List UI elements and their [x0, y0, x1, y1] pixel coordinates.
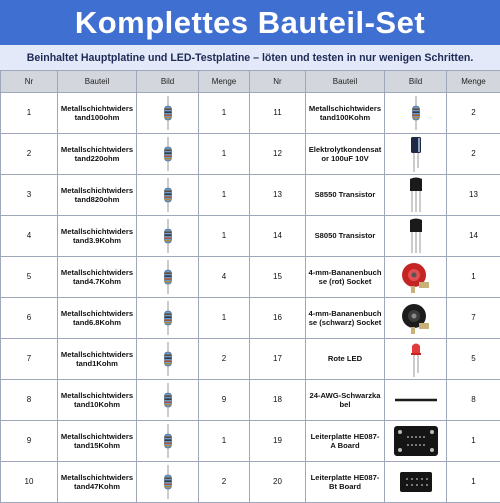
- part-quantity: 4: [199, 257, 250, 298]
- transistor-icon: [387, 175, 444, 215]
- column-header-nr: Nr: [250, 71, 306, 93]
- part-name: S8550 Transistor: [306, 175, 385, 216]
- part-quantity: 1: [199, 93, 250, 134]
- part-name: Metallschichtwiderstand1Kohm: [58, 339, 137, 380]
- capacitor-icon: [387, 134, 444, 174]
- part-name: Leiterplatte HE087-A Board: [306, 421, 385, 462]
- part-image: [137, 257, 199, 298]
- part-number: 17: [250, 339, 306, 380]
- part-number: 12: [250, 134, 306, 175]
- table-header-row: [1, 71, 500, 93]
- title-banner: [0, 0, 500, 45]
- part-quantity: 2: [199, 339, 250, 380]
- resistor-icon: [139, 216, 196, 256]
- part-image: [385, 93, 447, 134]
- table-row: [1, 216, 500, 257]
- part-image: [385, 257, 447, 298]
- part-quantity: 2: [447, 93, 500, 134]
- part-number: 5: [1, 257, 58, 298]
- part-image: [385, 339, 447, 380]
- resistor-icon: [139, 462, 196, 502]
- part-name: Leiterplatte HE087-Bt Board: [306, 462, 385, 503]
- part-name: Metallschichtwiderstand100ohm: [58, 93, 137, 134]
- subtitle-bar: Beinhaltet Hauptplatine und LED-Testplatine – löten und testen in nur wenigen Schritten.: [0, 45, 500, 70]
- part-name: Rote LED: [306, 339, 385, 380]
- part-quantity: 1: [199, 134, 250, 175]
- page-title: Komplettes Bauteil-Set: [75, 5, 425, 41]
- part-name: S8050 Transistor: [306, 216, 385, 257]
- part-name: Metallschichtwiderstand10Kohm: [58, 380, 137, 421]
- part-number: 8: [1, 380, 58, 421]
- column-header-bild: Bild: [385, 71, 447, 93]
- part-image: [385, 134, 447, 175]
- part-image: [385, 298, 447, 339]
- part-image: [137, 421, 199, 462]
- part-number: 16: [250, 298, 306, 339]
- resistor-icon: [139, 298, 196, 338]
- part-name: 4-mm-Bananenbuchse (schwarz) Socket: [306, 298, 385, 339]
- part-number: 2: [1, 134, 58, 175]
- resistor-icon: [139, 134, 196, 174]
- resistor-icon: [139, 175, 196, 215]
- transistor-icon: [387, 216, 444, 256]
- part-number: 4: [1, 216, 58, 257]
- part-quantity: 1: [199, 175, 250, 216]
- part-quantity: 1: [447, 462, 500, 503]
- part-number: 15: [250, 257, 306, 298]
- part-image: [385, 216, 447, 257]
- part-image: [385, 462, 447, 503]
- table-row: [1, 257, 500, 298]
- banana-socket-black-icon: [387, 298, 444, 338]
- part-quantity: 1: [199, 216, 250, 257]
- table-row: [1, 175, 500, 216]
- table-row: [1, 421, 500, 462]
- column-header-menge: Menge: [199, 71, 250, 93]
- resistor-icon: [387, 93, 444, 133]
- table-row: [1, 298, 500, 339]
- part-image: [385, 421, 447, 462]
- part-image: [385, 380, 447, 421]
- part-image: [137, 93, 199, 134]
- part-number: 14: [250, 216, 306, 257]
- part-name: Metallschichtwiderstand220ohm: [58, 134, 137, 175]
- resistor-icon: [139, 93, 196, 133]
- part-number: 10: [1, 462, 58, 503]
- part-quantity: 2: [447, 134, 500, 175]
- part-number: 1: [1, 93, 58, 134]
- table-row: [1, 462, 500, 503]
- part-quantity: 9: [199, 380, 250, 421]
- part-name: Metallschichtwiderstand3.9Kohm: [58, 216, 137, 257]
- part-name: 4-mm-Bananenbuchse (rot) Socket: [306, 257, 385, 298]
- column-header-bauteil: Bauteil: [58, 71, 137, 93]
- part-quantity: 13: [447, 175, 500, 216]
- part-image: [137, 134, 199, 175]
- part-image: [137, 339, 199, 380]
- resistor-icon: [139, 380, 196, 420]
- part-quantity: 7: [447, 298, 500, 339]
- part-image: [137, 298, 199, 339]
- part-image: [385, 175, 447, 216]
- part-number: 19: [250, 421, 306, 462]
- led-icon: [387, 339, 444, 379]
- resistor-icon: [139, 257, 196, 297]
- part-quantity: 2: [199, 462, 250, 503]
- pcb-b-icon: [387, 462, 444, 502]
- table-row: [1, 134, 500, 175]
- part-number: 9: [1, 421, 58, 462]
- part-number: 13: [250, 175, 306, 216]
- part-quantity: 1: [199, 421, 250, 462]
- column-header-bild: Bild: [137, 71, 199, 93]
- column-header-nr: Nr: [1, 71, 58, 93]
- column-header-bauteil: Bauteil: [306, 71, 385, 93]
- table-row: [1, 339, 500, 380]
- part-quantity: 1: [447, 257, 500, 298]
- part-quantity: 14: [447, 216, 500, 257]
- banana-socket-red-icon: [387, 257, 444, 297]
- part-name: Metallschichtwiderstand6.8Kohm: [58, 298, 137, 339]
- part-quantity: 5: [447, 339, 500, 380]
- part-name: Metallschichtwiderstand15Kohm: [58, 421, 137, 462]
- part-number: 18: [250, 380, 306, 421]
- column-header-menge: Menge: [447, 71, 500, 93]
- part-name: Elektrolytkondensator 100uF 10V: [306, 134, 385, 175]
- part-quantity: 1: [199, 298, 250, 339]
- resistor-icon: [139, 421, 196, 461]
- table-row: [1, 380, 500, 421]
- part-quantity: 8: [447, 380, 500, 421]
- part-quantity: 1: [447, 421, 500, 462]
- part-number: 3: [1, 175, 58, 216]
- part-image: [137, 175, 199, 216]
- part-number: 20: [250, 462, 306, 503]
- part-number: 7: [1, 339, 58, 380]
- part-name: Metallschichtwiderstand820ohm: [58, 175, 137, 216]
- part-image: [137, 380, 199, 421]
- resistor-icon: [139, 339, 196, 379]
- part-name: Metallschichtwiderstand4.7Kohm: [58, 257, 137, 298]
- table-row: [1, 93, 500, 134]
- part-name: 24-AWG-Schwarzkabel: [306, 380, 385, 421]
- part-name: Metallschichtwiderstand100Kohm: [306, 93, 385, 134]
- part-number: 6: [1, 298, 58, 339]
- part-image: [137, 216, 199, 257]
- pcb-a-icon: [387, 421, 444, 461]
- part-image: [137, 462, 199, 503]
- parts-table: [0, 70, 500, 503]
- wire-icon: [387, 380, 444, 420]
- part-name: Metallschichtwiderstand47Kohm: [58, 462, 137, 503]
- part-number: 11: [250, 93, 306, 134]
